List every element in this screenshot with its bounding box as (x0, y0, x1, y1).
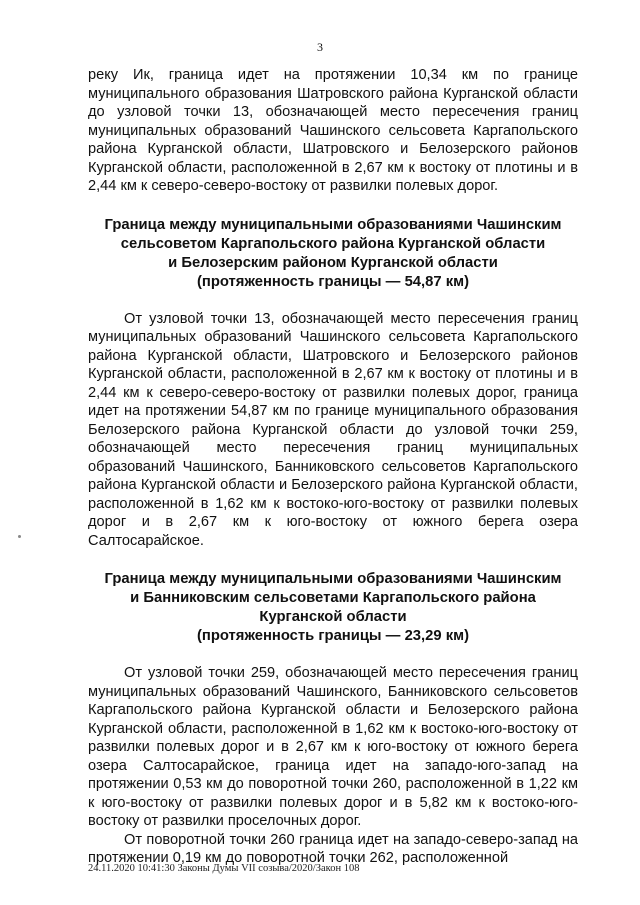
page-number: 3 (317, 40, 323, 54)
section1-heading (88, 216, 578, 292)
section1-heading-length: (протяженность границы — 54,87 км) (196, 273, 469, 290)
section2-heading (88, 570, 578, 646)
section2-heading-line1: Граница между муниципальными образованиями Чашинским (104, 571, 562, 587)
section1-heading-line2: сельсоветом Каргапольского района Курганской области (120, 235, 546, 252)
section2-heading-line2: и Банниковским сельсоветами Каргапольского района (130, 590, 536, 606)
margin-dot (18, 535, 21, 538)
section2-paragraph-1: От узловой точки 259, обозначающей место пересечения границ муниципальных образований Чашинского, Банниковского сельсоветов Каргапольского района Курганской области и Белозерского района Курганской области, расположенной в 1,62 км к востоко-юго-востоку от развилки полевых дорог и в 2,67 км к юго-востоку от южного берега озера Салтосарайское, граница идет на западо-юго-запад на протяжении 0,53 км до поворотной точки 260, расположенной в 1,22 км к юго-востоку от развилки полевых дорог и в 5,82 км к востоко-юго-востоку от развилки проселочных дорог. (88, 665, 578, 829)
document-body (88, 66, 578, 868)
document-footer: 24.11.2020 10:41:30 Законы Думы VII созыва/2020/Закон 108 (88, 863, 360, 874)
section1-heading-line3: и Белозерским районом Курганской области (168, 254, 498, 271)
section2-heading-line3: Курганской области (259, 609, 407, 625)
section2-heading-length: (протяженность границы — 23,29 км) (196, 628, 469, 644)
section1-paragraph: От узловой точки 13, обозначающей место пересечения границ муниципальных образований Чашинского сельсовета Каргапольского района Курганской области, Шатровского и Белозерского районов Курганской области, расположенной в 2,67 км к востоку от плотины и в 2,44 км к северо-северо-востоку от развилки полевых дорог, граница идет на протяжении 54,87 км по границе муниципального образования Белозерского района Курганской области до узловой точки 259, обозначающей место пересечения границ муниципальных образований Чашинского, Банниковского сельсоветов Каргапольского района Курганской области и Белозерского района Курганской области, расположенной в 1,62 км к востоко-юго-востоку от развилки полевых дорог и в 2,67 км к юго-востоку от южного берега озера Салтосарайское. (88, 310, 578, 549)
section2-paragraph-2: От поворотной точки 260 граница идет на западо-северо-запад на протяжении 0,19 км до поворотной точки 262, расположенной (88, 831, 578, 866)
intro-paragraph: реку Ик, граница идет на протяжении 10,34 км по границе муниципального образования Шатровского района Курганской области до узловой точки 13, обозначающей место пересечения границ муниципальных образований Чашинского сельсовета Каргапольского района Курганской области, Шатровского и Белозерского районов Курганской области, расположенной в 2,67 км к востоку от плотины и в 2,44 км к северо-северо-востоку от развилки полевых дорог. (88, 67, 578, 194)
section1-heading-line1: Граница между муниципальными образованиями Чашинским (104, 216, 562, 233)
